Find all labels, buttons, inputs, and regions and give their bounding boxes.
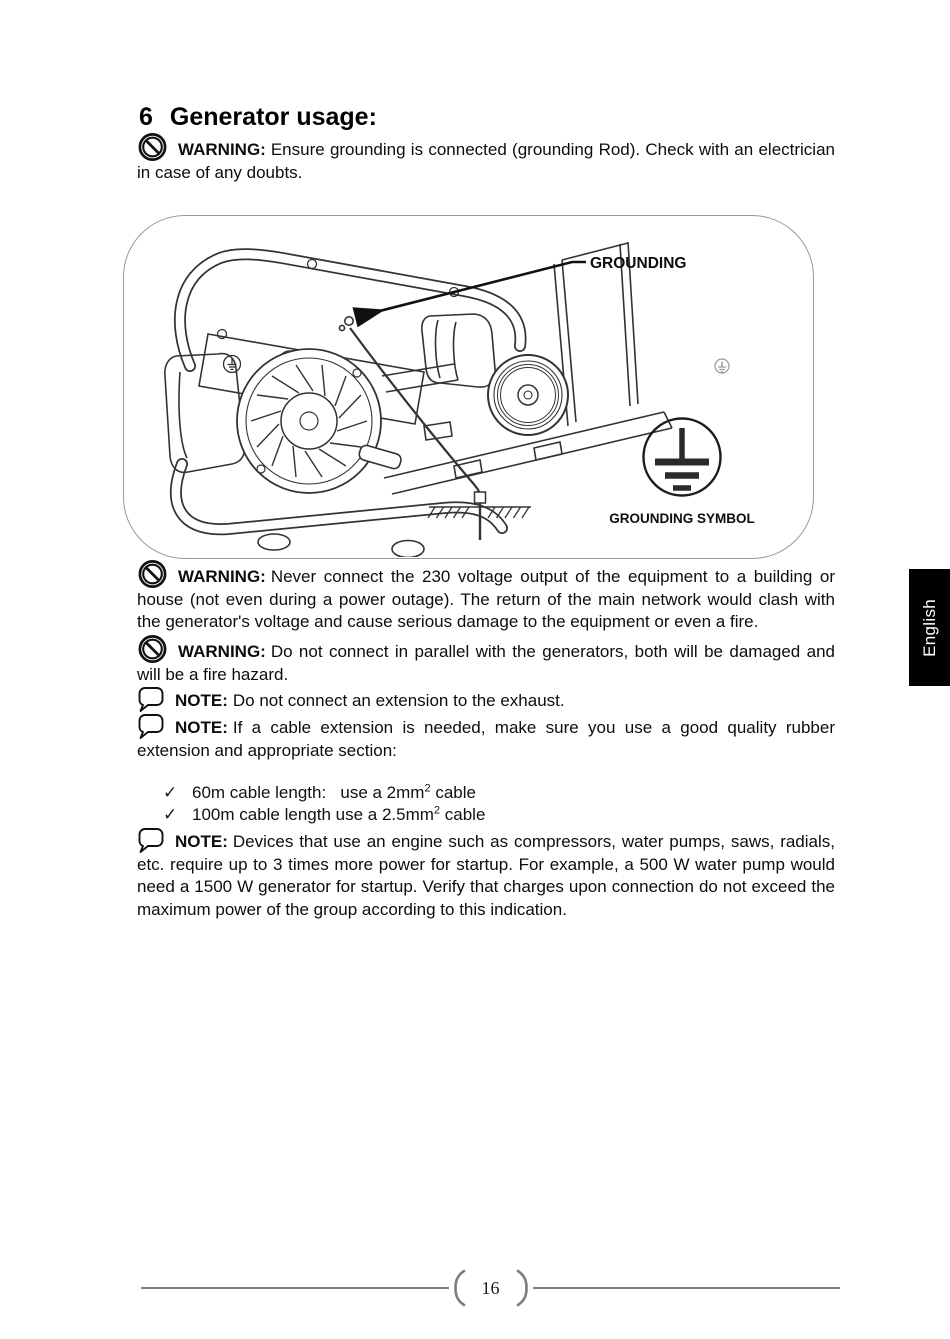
warning-label: WARNING: <box>178 140 266 159</box>
prohibition-icon <box>137 132 168 162</box>
rubber-foot <box>392 540 424 557</box>
generator-illustration <box>124 216 812 557</box>
note-paragraph-3 <box>137 827 835 922</box>
section-title-text: Generator usage: <box>169 103 377 131</box>
grounding-figure <box>123 215 814 559</box>
speech-bubble-icon <box>137 686 165 713</box>
page-content <box>137 0 835 921</box>
cable-checklist <box>137 782 835 827</box>
grounding-symbol-label: GROUNDING SYMBOL <box>609 510 755 526</box>
page-title <box>139 103 835 132</box>
speech-bubble-icon <box>137 713 165 740</box>
warning-paragraph-1 <box>137 132 835 185</box>
grounding-symbol <box>609 418 755 526</box>
note-label: NOTE: <box>175 691 228 710</box>
note-label: NOTE: <box>175 831 228 851</box>
grounding-rod <box>428 492 531 540</box>
warning-text: Do not connect in parallel with the generators, both will be damaged and will be a fire hazard. <box>137 641 835 684</box>
warning-paragraph-2 <box>137 559 835 634</box>
warning-text: Never connect the 230 voltage output of the equipment to a building or house (not even during a power outage). The return of the main network would clash with the generator's voltage and cause serious damage to the equipment or even a fire. <box>137 566 835 631</box>
wheel <box>488 355 568 435</box>
footer-rule-right <box>533 1287 841 1289</box>
bracket-left-icon <box>451 1269 467 1307</box>
warning-paragraph-3 <box>137 634 835 687</box>
language-tab-label: English <box>919 598 939 657</box>
note-paragraph-1 <box>137 686 835 713</box>
language-tab <box>909 569 950 686</box>
page-footer <box>141 1270 840 1306</box>
frame-handle-tube <box>180 254 521 366</box>
faded-earth-icon <box>715 359 729 373</box>
section-number: 6 <box>139 103 153 131</box>
checklist-item: ✓ 100m cable length use a $2.5mm^2$ cable <box>163 804 835 827</box>
side-cover <box>165 353 245 472</box>
warning-text: Ensure grounding is connected (grounding Rod). Check with an electrician in case of any doubts. <box>137 140 835 182</box>
page-number: 16 <box>481 1277 500 1298</box>
alternator-drum <box>422 314 495 387</box>
engine-block <box>382 364 458 440</box>
footer-rule-left <box>141 1287 449 1289</box>
engine-recoil-starter <box>237 349 402 493</box>
warning-label: WARNING: <box>178 566 266 586</box>
grounding-label: GROUNDING <box>590 254 687 272</box>
note-text: Devices that use an engine such as compressors, water pumps, saws, radials, etc. require up to 3 times more power for startup. For example, a 500 W water pump would need a 1500 W generator for startup. Verify that charges upon connection do not exceed the maximum power of the group according to this indication. <box>137 831 835 919</box>
prohibition-icon <box>137 559 168 589</box>
checkmark-icon: ✓ <box>163 782 178 802</box>
speech-bubble-icon <box>137 827 165 854</box>
note-paragraph-2 <box>137 713 835 763</box>
warning-label: WARNING: <box>178 641 266 661</box>
note-label: NOTE: <box>175 718 228 737</box>
bracket-right-icon <box>515 1269 531 1307</box>
checklist-item: ✓ 60m cable length: use a $2mm^2$ cable <box>163 782 835 805</box>
note-text: Do not connect an extension to the exhaust. <box>232 691 565 710</box>
checkmark-icon: ✓ <box>163 805 178 824</box>
prohibition-icon <box>137 634 168 664</box>
note-text: If a cable extension is needed, make sure you use a good quality rubber extension and appropriate section: <box>137 718 835 760</box>
rubber-foot <box>258 534 290 550</box>
